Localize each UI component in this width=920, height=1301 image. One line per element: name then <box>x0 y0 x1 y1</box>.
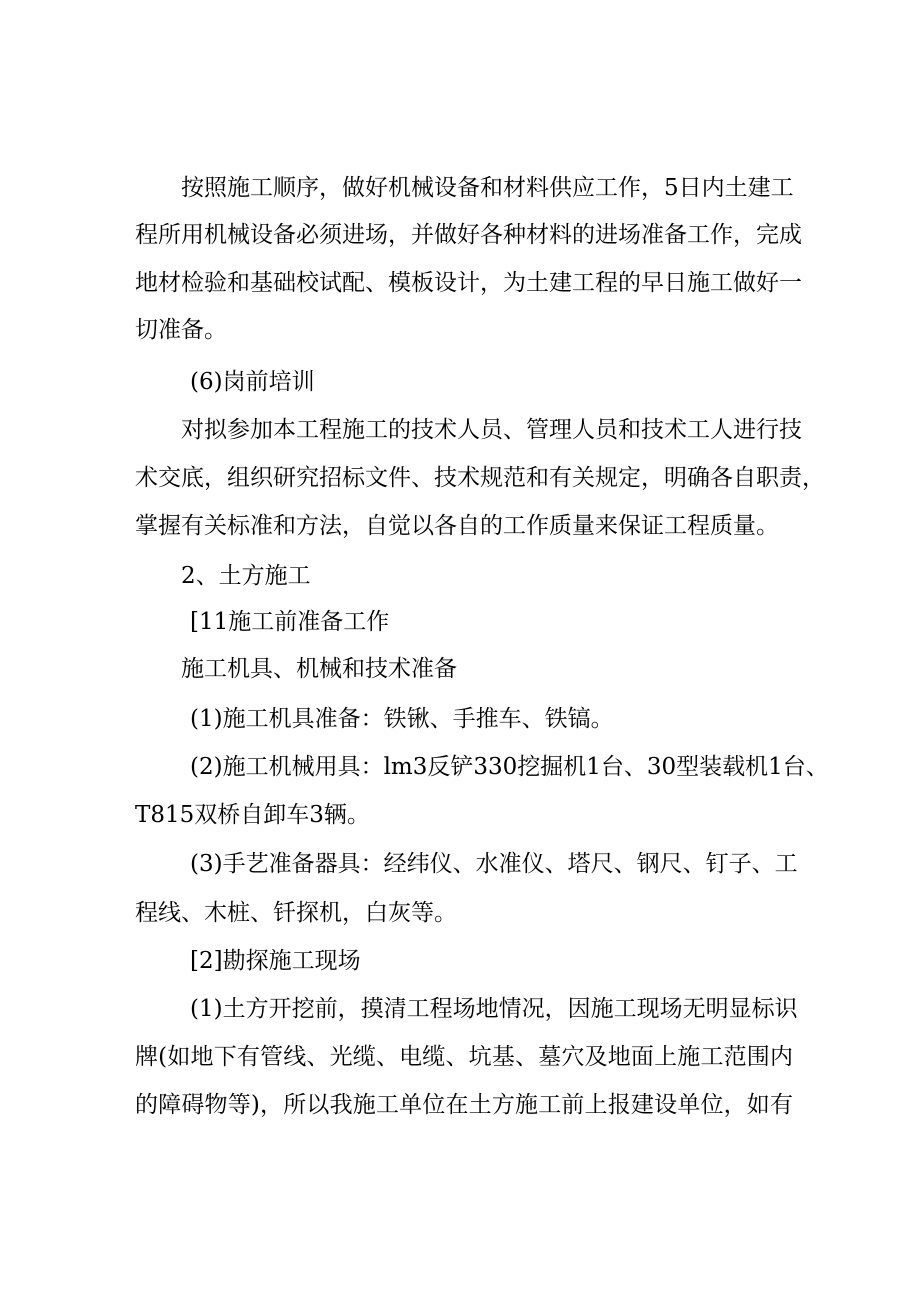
paragraph-line: 切准备。 <box>135 317 227 343</box>
section-heading: [11施工前准备工作 <box>190 609 390 635</box>
list-item-continuation: T815双桥自卸车3辆。 <box>135 802 370 828</box>
paragraph-line: 地材检验和基础校试配、模板设计，为土建工程的早日施工做好一 <box>135 270 802 296</box>
paragraph-line: 术交底，组织研究招标文件、技术规范和有关规定，明确各自职责， <box>135 465 825 491</box>
paragraph-line: 施工机具、机械和技术准备 <box>181 656 457 682</box>
section-heading: [2]勘探施工现场 <box>190 948 361 974</box>
list-item: (3)手艺准备器具：经纬仪、水准仪、塔尺、钢尺、钉子、工 <box>190 851 798 877</box>
paragraph-line: (1)土方开挖前，摸清工程场地情况，因施工现场无明显标识 <box>190 996 798 1022</box>
section-heading: 2、土方施工 <box>181 563 311 589</box>
list-item-continuation: 程线、木桩、钎探机，白灰等。 <box>135 900 457 926</box>
paragraph-line: 牌(如地下有管线、光缆、电缆、坑基、墓穴及地面上施工范围内 <box>135 1044 793 1070</box>
list-item: (2)施工机械用具：lm3反铲330挖掘机1台、30型装载机1台、 <box>190 754 829 780</box>
paragraph-line: 对拟参加本工程施工的技术人员、管理人员和技术工人进行技 <box>181 417 802 443</box>
paragraph-line: 程所用机械设备必须进场，并做好各种材料的进场准备工作，完成 <box>135 222 802 248</box>
paragraph-line: 按照施工顺序，做好机械设备和材料供应工作，5日内土建工 <box>181 175 794 201</box>
paragraph-line: 掌握有关标准和方法，自觉以各自的工作质量来保证工程质量。 <box>135 513 779 539</box>
section-heading: (6)岗前培训 <box>190 369 315 395</box>
paragraph-line: 的障碍物等)，所以我施工单位在土方施工前上报建设单位，如有 <box>135 1092 793 1118</box>
list-item: (1)施工机具准备：铁锹、手推车、铁镐。 <box>190 706 614 732</box>
